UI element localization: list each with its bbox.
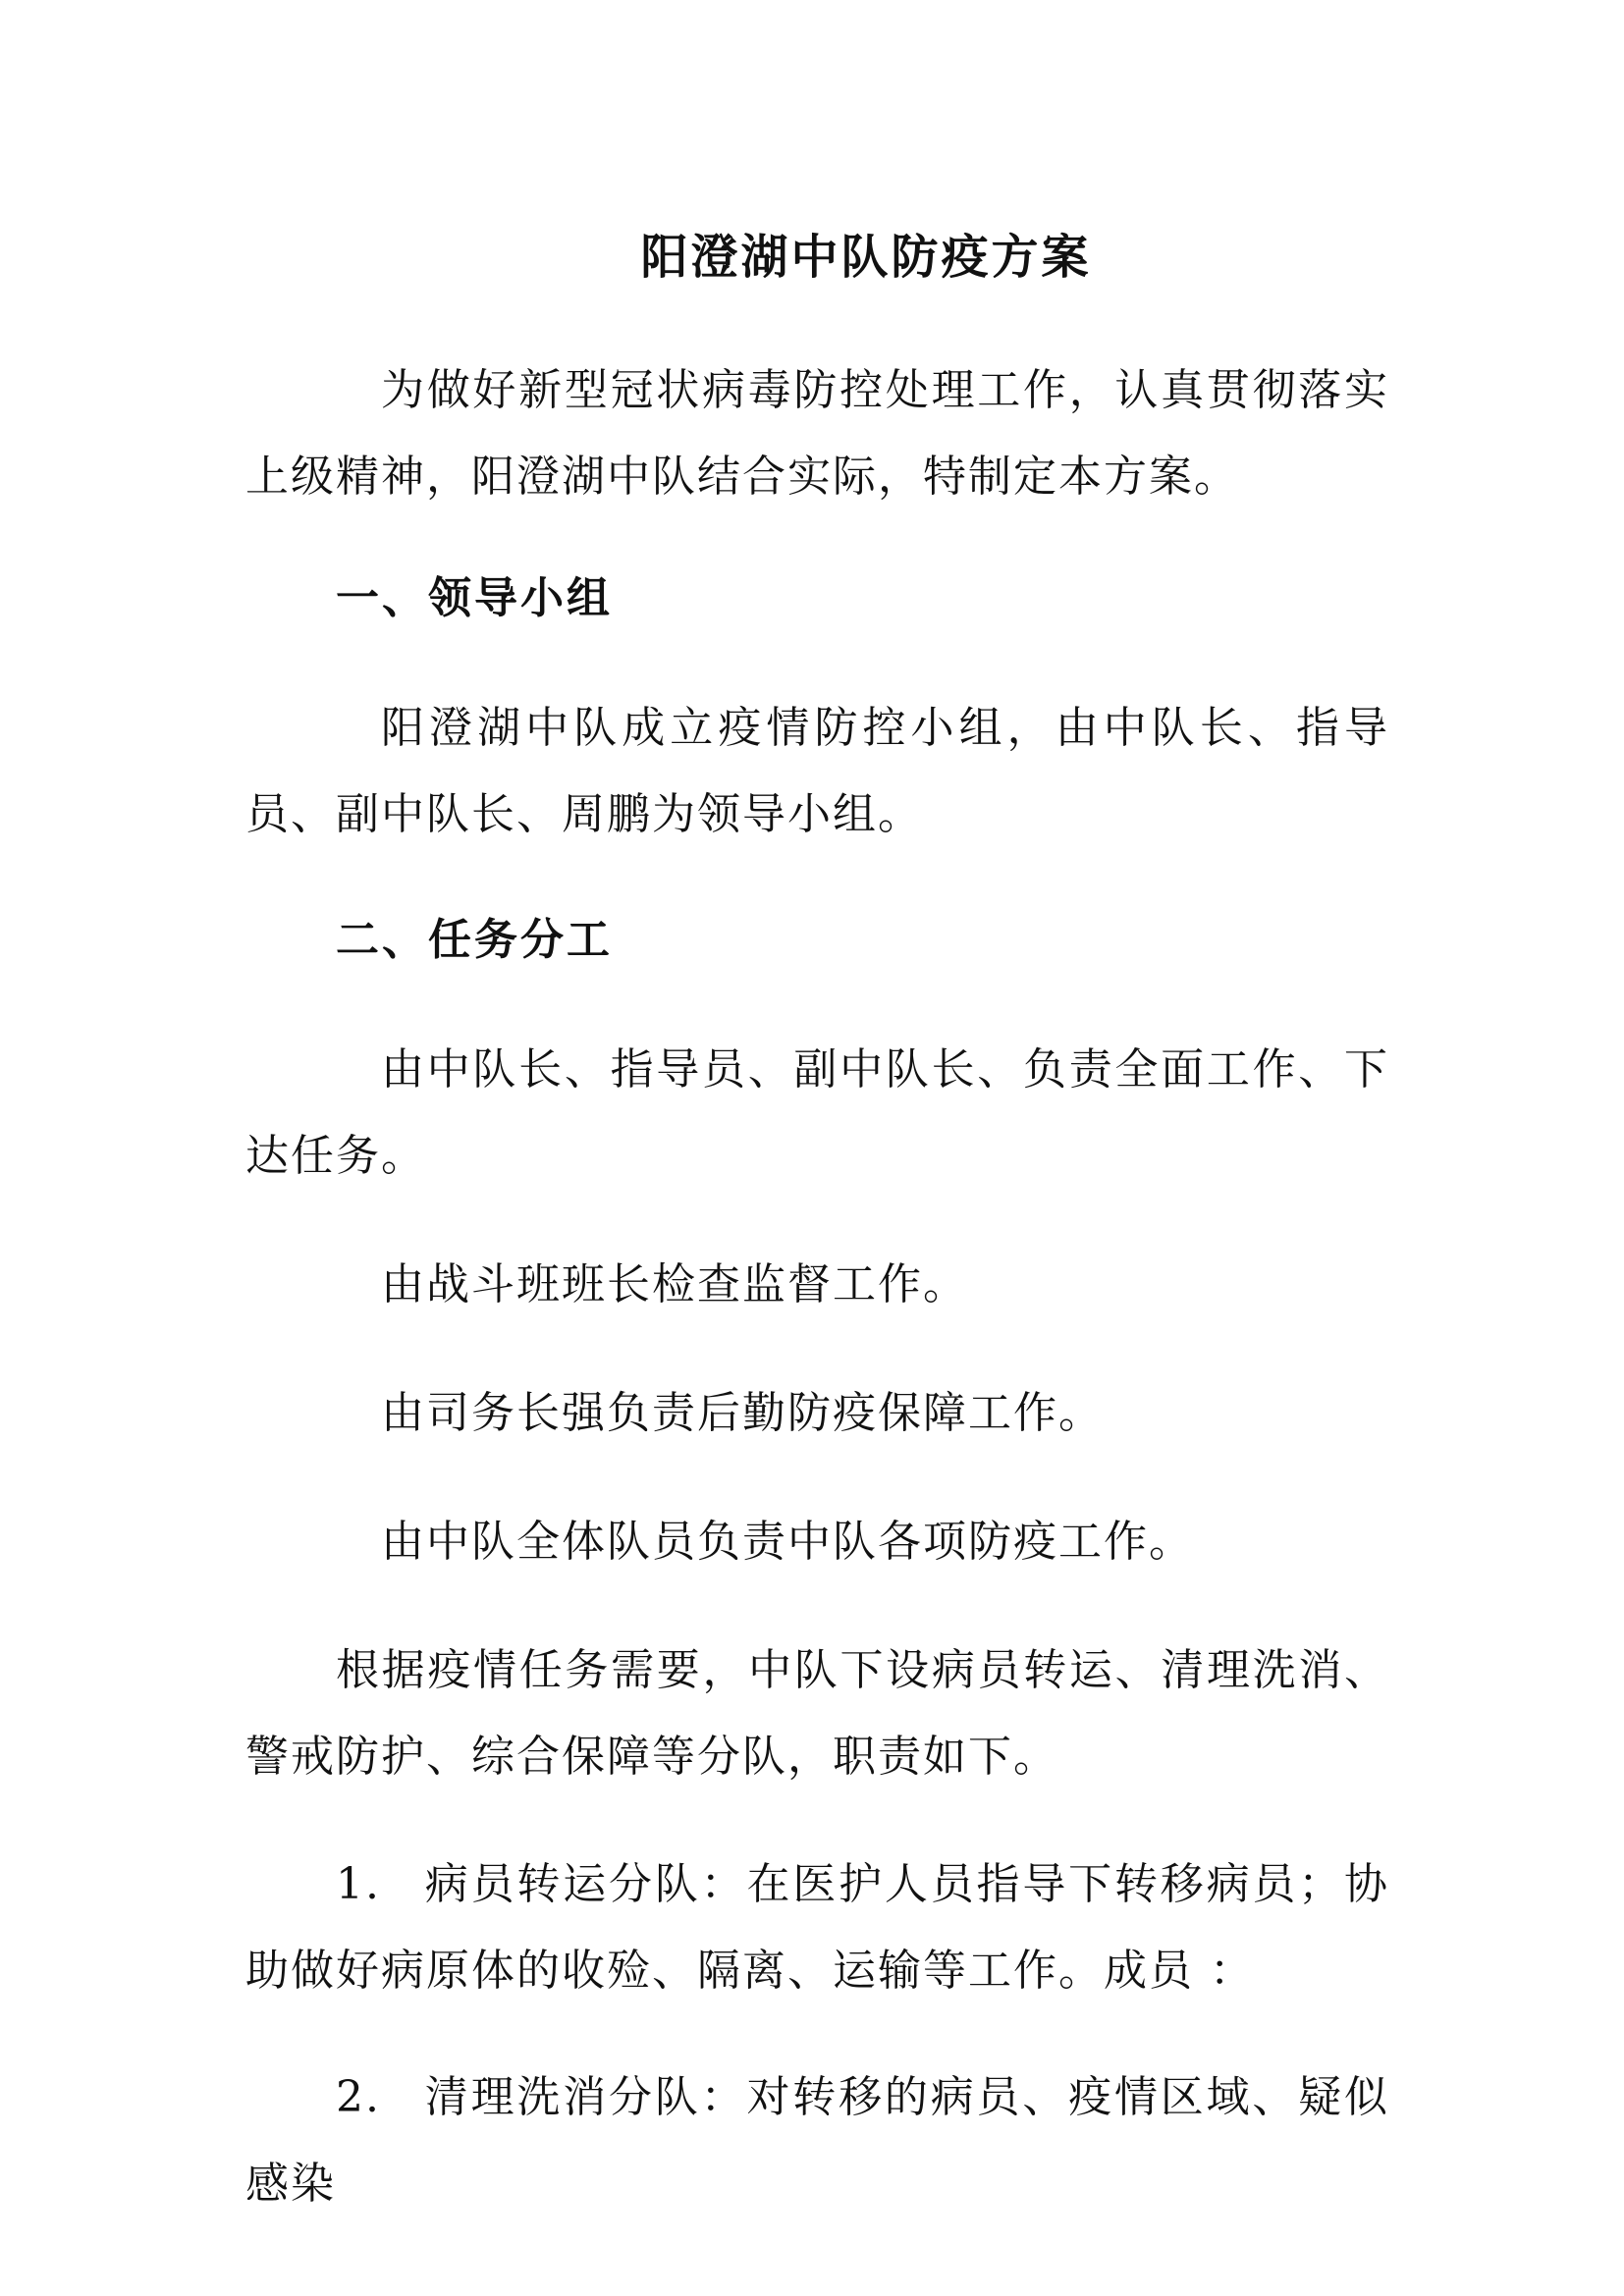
task-paragraph-1: 由中队长、指导员、副中队长、负责全面工作、下达任务。	[245, 1044, 1389, 1181]
section2-heading: 二、任务分工	[336, 915, 613, 965]
task-paragraph-5: 根据疫情任务需要，中队下设病员转运、清理洗消、警戒防护、综合保障等分队，职责如下。	[245, 1645, 1389, 1782]
page-title: 阳澄湖中队防疫方案	[640, 230, 1092, 285]
list-item	[245, 2055, 1389, 2227]
section1-body: 阳澄湖中队成立疫情防控小组，由中队长、指导员、副中队长、周鹏为领导小组。	[245, 703, 1389, 839]
list-item-text: 清理洗消分队：对转移的病员、疫情区域、疑似感染	[245, 2072, 1389, 2209]
list-item-number: 1.	[336, 1859, 381, 1909]
task-paragraph-4: 由中队全体队员负责中队各项防疫工作。	[381, 1517, 1194, 1567]
intro-paragraph: 为做好新型冠状病毒防控处理工作，认真贯彻落实上级精神，阳澄湖中队结合实际，特制定本方案。	[245, 365, 1389, 502]
list-item-text: 病员转运分队：在医护人员指导下转移病员；协助做好病原体的收殓、隔离、运输等工作。成员 ：	[245, 1859, 1389, 1996]
list-item	[245, 1842, 1389, 2014]
task-paragraph-2: 由战斗班班长检查监督工作。	[381, 1259, 968, 1309]
list-item-number: 2.	[336, 2072, 381, 2122]
section1-heading: 一、领导小组	[336, 573, 613, 623]
task-paragraph-3: 由司务长强负责后勤防疫保障工作。	[381, 1388, 1104, 1438]
